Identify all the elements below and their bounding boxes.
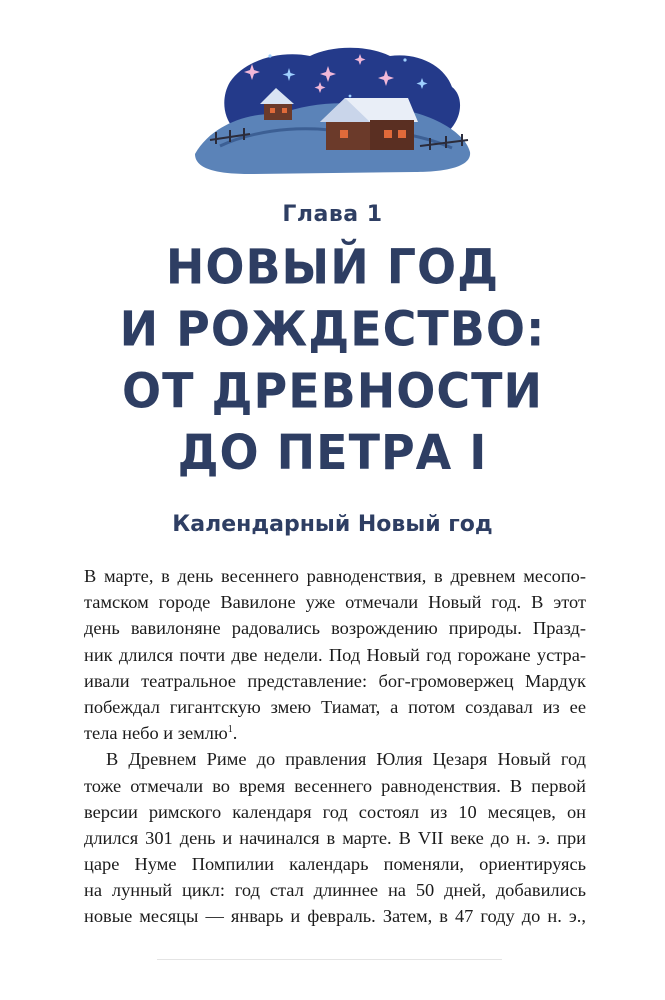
text-line: В Древнем Риме до правления Юлия Цезаря Новый год	[106, 749, 586, 770]
text-line: ник длился почти две недели. Под Новый год горожане устра-	[84, 644, 586, 665]
chapter-label: Глава 1	[282, 202, 383, 227]
text-line: тоже отмечали во время весеннего равноденствия. В первой	[84, 775, 586, 796]
end-punctuation: .	[232, 723, 238, 744]
winter-village-illustration	[190, 42, 475, 182]
text-line: день вавилоняне радовались возрождению природы. Празд-	[84, 618, 586, 639]
body-text	[84, 563, 586, 930]
chapter-title-line: ОТ ДРЕВНОСТИ	[122, 362, 543, 419]
section-heading: Календарный Новый год	[172, 512, 493, 537]
text-line: царе Нуме Помпилии календарь поменяли, ориентируясь	[84, 854, 586, 875]
text-line: В марте, в день весеннего равноденствия, в древнем месопо-	[84, 566, 586, 586]
footer-divider	[157, 959, 502, 960]
text-line: тамском городе Вавилоне уже отмечали Новый год. В этот	[84, 592, 586, 613]
text-line: побеждал гигантскую змею Тиамат, а потом создавал из ее	[84, 696, 586, 717]
text-line-last	[84, 720, 586, 746]
text-line: новые месяцы — январь и февраль. Затем, в 47 году до н. э.,	[84, 906, 586, 927]
chapter-title-line: ДО ПЕТРА I	[177, 424, 488, 481]
paragraph-2	[84, 746, 586, 929]
winter-village-image	[190, 42, 475, 182]
text-line: длился 301 день и начинался в марте. В VII веке до н. э. при	[84, 827, 586, 848]
chapter-title-line: НОВЫЙ ГОД	[165, 238, 500, 295]
text-line: тела небо и землю	[84, 723, 228, 744]
chapter-title-line: И РОЖДЕСТВО:	[119, 300, 546, 357]
chapter-title	[0, 236, 665, 484]
text-line: на лунный цикл: год стал длиннее на 50 дней, добавились	[84, 880, 586, 901]
footnote-marker[interactable]: 1	[227, 724, 233, 735]
text-line: версии римского календаря год состоял из 10 месяцев, он	[84, 801, 586, 822]
paragraph-1	[84, 563, 586, 746]
text-line: ивали театральное представление: бог-громовержец Мардук	[84, 670, 586, 691]
